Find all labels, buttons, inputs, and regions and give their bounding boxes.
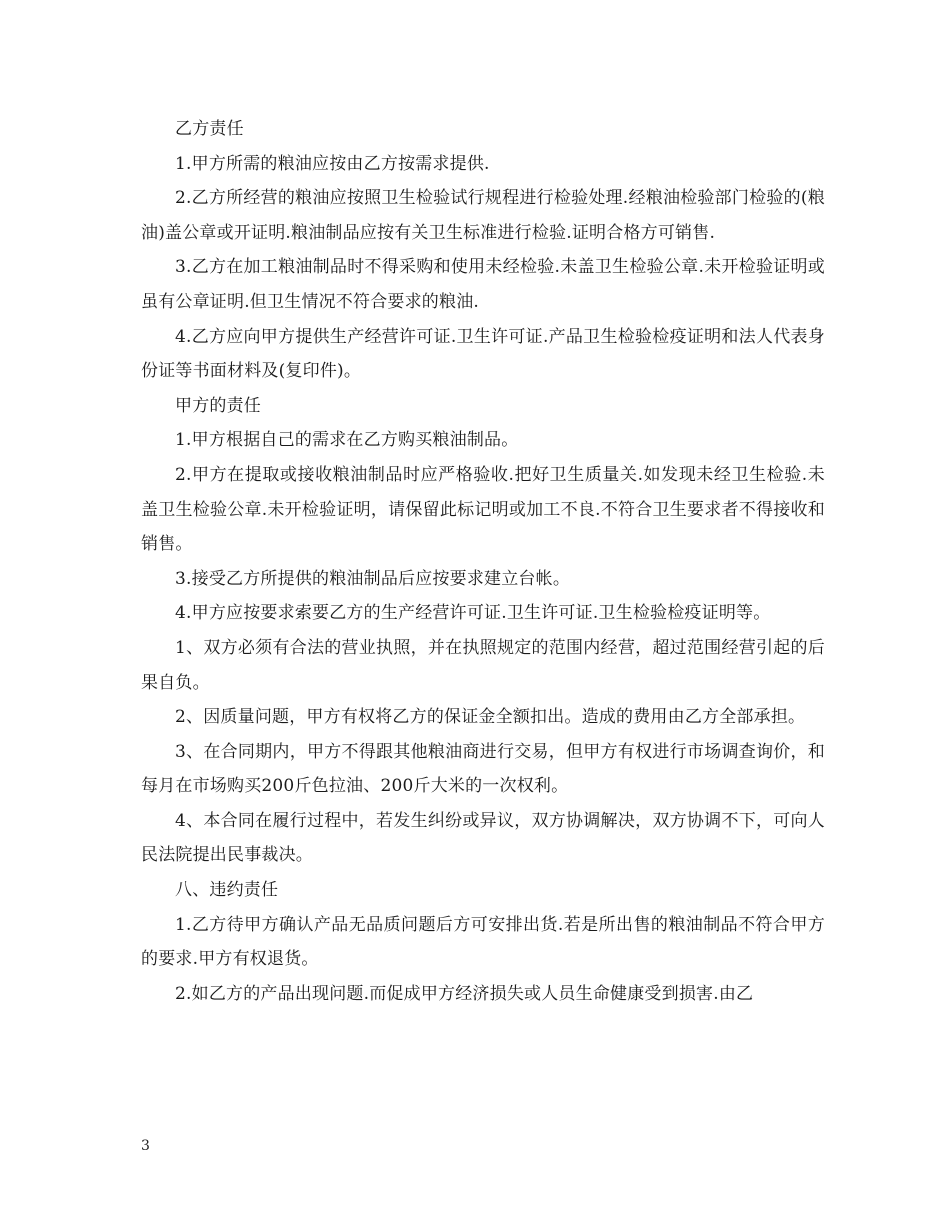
breach-clause-2: 2.如乙方的产品出现问题.而促成甲方经济损失或人员生命健康受到损害.由乙	[175, 983, 754, 1004]
general-clause-3: 3、在合同期内，甲方不得跟其他粮油商进行交易，但甲方有权进行市场调查询价，和每月在市场购买200斤色拉油、200斤大米的一次权利。	[141, 741, 825, 797]
heading-party-a-responsibility: 甲方的责任	[175, 395, 261, 416]
party-a-clause-3: 3.接受乙方所提供的粮油制品后应按要求建立台帐。	[175, 568, 571, 589]
general-clause-2: 2、因质量问题，甲方有权将乙方的保证金全额扣出。造成的费用由乙方全部承担。	[175, 707, 806, 728]
party-b-clause-2: 2.乙方所经营的粮油应按照卫生检验试行规程进行检验处理.经粮油检验部门检验的(粮油)盖公章或开证明.粮油制品应按有关卫生标准进行检验.证明合格方可销售.	[141, 188, 825, 243]
party-b-clause-4: 4.乙方应向甲方提供生产经营许可证.卫生许可证.产品卫生检验检疫证明和法人代表身份证等书面材料及(复印件)。	[141, 326, 825, 382]
general-clause-4: 4、本合同在履行过程中，若发生纠纷或异议，双方协调解决，双方协调不下，可向人民法院提出民事裁决。	[141, 810, 825, 866]
general-clause-1: 1、双方必须有合法的营业执照，并在执照规定的范围内经营，超过范围经营引起的后果自负。	[141, 637, 825, 693]
party-b-clause-3: 3.乙方在加工粮油制品时不得采购和使用未经检验.未盖卫生检验公章.未开检验证明或虽有公章证明.但卫生情况不符合要求的粮油.	[141, 257, 825, 312]
party-a-clause-4: 4.甲方应按要求索要乙方的生产经营许可证.卫生许可证.卫生检验检疫证明等。	[175, 603, 771, 624]
heading-breach-liability: 八、违约责任	[175, 880, 279, 901]
party-b-clause-1: 1.甲方所需的粮油应按由乙方按需求提供.	[175, 153, 490, 174]
party-a-clause-1: 1.甲方根据自己的需求在乙方购买粮油制品。	[175, 430, 519, 451]
heading-party-b-responsibility: 乙方责任	[175, 119, 244, 139]
document-body	[141, 112, 825, 1011]
page-number: 3	[141, 1138, 150, 1154]
party-a-clause-2: 2.甲方在提取或接收粮油制品时应严格验收.把好卫生质量关.如发现未经卫生检验.未盖卫生检验公章.未开检验证明，请保留此标记明或加工不良.不符合卫生要求者不得接收和销售。	[141, 464, 825, 555]
breach-clause-1: 1.乙方待甲方确认产品无品质问题后方可安排出货.若是所出售的粮油制品不符合甲方的要求.甲方有权退货。	[141, 914, 825, 970]
